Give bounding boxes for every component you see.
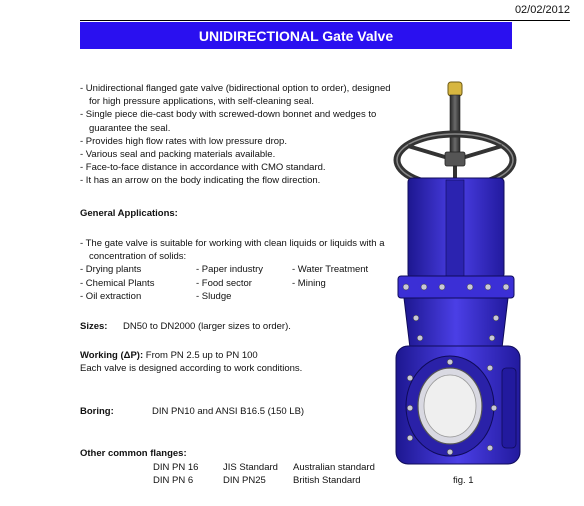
gate-valve-illustration: [390, 78, 525, 473]
application-item: - Oil extraction: [80, 290, 142, 302]
feature-line: - Various seal and packing materials available.: [80, 149, 276, 161]
flange-item: Australian standard: [293, 462, 375, 473]
applications-row: [80, 263, 412, 276]
flanges-row: [153, 474, 375, 487]
page-title: UNIDIRECTIONAL Gate Valve: [198, 27, 394, 44]
working-label: Working (ΔP):: [80, 350, 144, 361]
title-banner: [80, 22, 512, 49]
boring-label: Boring:: [80, 406, 114, 417]
feature-line: - It has an arrow on the body indicating the flow direction.: [80, 175, 321, 187]
application-item: - Mining: [292, 277, 326, 289]
sizes-line: [80, 320, 291, 333]
bonnet-flange: [398, 276, 514, 298]
working-section: [80, 349, 302, 375]
application-item: - Drying plants: [80, 264, 142, 276]
application-item: - Food sector: [196, 277, 252, 289]
working-value: From PN 2.5 up to PN 100: [145, 350, 258, 361]
feature-line: - Face-to-face distance in accordance with CMO standard.: [80, 162, 326, 174]
working-note: Each valve is designed according to work conditions.: [80, 363, 303, 375]
flanges-row: [153, 461, 375, 474]
feature-line: - Unidirectional flanged gate valve (bidirectional option to order), designed: [80, 83, 391, 94]
flange-item: DIN PN 16: [153, 462, 199, 473]
application-item: - Paper industry: [196, 264, 264, 276]
document-date: 02/02/2012: [514, 4, 570, 16]
applications-intro: concentration of solids:: [89, 251, 187, 263]
stem-cap: [448, 82, 462, 96]
flange-item: JIS Standard: [223, 462, 278, 473]
feature-line: guarantee the seal.: [89, 122, 171, 134]
flange-item: British Standard: [293, 475, 361, 487]
application-item: - Water Treatment: [292, 264, 369, 276]
boring-value: DIN PN10 and ANSI B16.5 (150 LB): [152, 406, 305, 417]
feature-list: [80, 82, 391, 188]
application-item: - Chemical Plants: [80, 277, 155, 289]
flange-item: DIN PN 6: [153, 475, 194, 487]
valve-stem: [450, 95, 460, 155]
header-rule: [80, 20, 570, 21]
applications-row: [80, 290, 412, 303]
applications-heading: General Applications:: [80, 208, 178, 219]
boring-line: [80, 405, 304, 418]
flange-item: DIN PN25: [223, 475, 266, 487]
feature-line: for high pressure applications, with self-cleaning seal.: [89, 96, 314, 108]
figure-caption: fig. 1: [453, 475, 474, 486]
feature-line: - Single piece die-cast body with screwed-down bonnet and wedges to: [80, 109, 377, 121]
application-item: - Sludge: [196, 290, 232, 302]
applications-intro: - The gate valve is suitable for working with clean liquids or liquids with a: [80, 238, 385, 249]
applications-row: [80, 277, 412, 290]
sizes-value: DN50 to DN2000 (larger sizes to order).: [123, 321, 291, 332]
sizes-label: Sizes:: [80, 321, 108, 332]
wheel-hub: [445, 152, 465, 166]
applications-section: [80, 237, 412, 303]
flanges-heading: Other common flanges:: [80, 448, 187, 459]
feature-line: - Provides high flow rates with low pressure drop.: [80, 135, 287, 147]
flanges-table: [153, 461, 375, 487]
